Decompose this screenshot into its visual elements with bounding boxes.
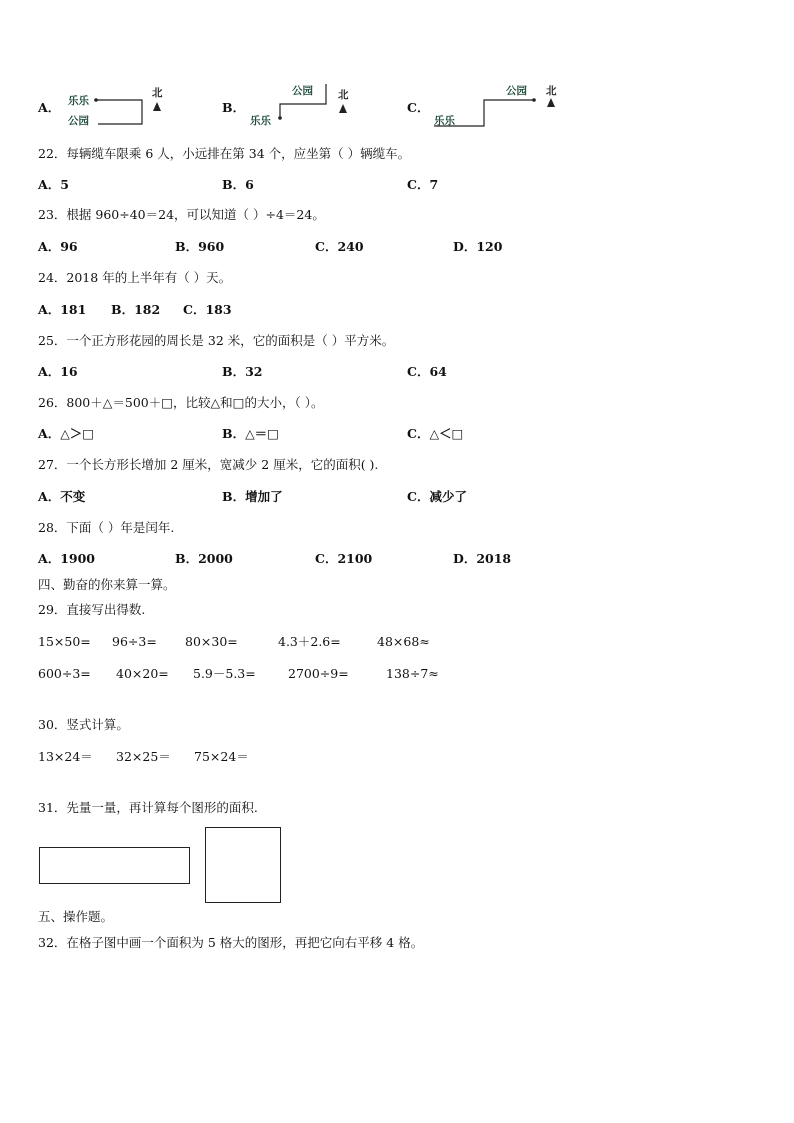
q29-item: 5.9－5.3= <box>193 666 256 681</box>
q29-item: 96÷3= <box>112 634 157 649</box>
q23-option-d[interactable]: D．120 <box>453 239 503 254</box>
q28-option-b[interactable]: B．2000 <box>175 551 233 566</box>
q21-a-home-label: 乐乐 <box>68 95 89 107</box>
q29-item: 2700÷9= <box>288 666 349 681</box>
q27-option-c[interactable]: C．减少了 <box>407 489 467 504</box>
q29-item: 40×20= <box>116 666 169 681</box>
q29-item: 15×50= <box>38 634 91 649</box>
q29-item: 80×30= <box>185 634 238 649</box>
section-5-heading: 五、操作题。 <box>38 909 114 924</box>
q21-b-north-label: 北 <box>338 89 349 101</box>
north-arrow-icon <box>547 98 555 107</box>
q29-stem: 29．直接写出得数. <box>38 602 146 617</box>
q21-option-b-diagram[interactable] <box>246 80 366 135</box>
q21-option-b-label: B． <box>222 100 246 115</box>
q23-stem: 23．根据 960÷40＝24，可以知道（ ）÷4＝24。 <box>38 207 325 222</box>
q27-option-a[interactable]: A．不变 <box>38 489 86 504</box>
q21-c-park-label: 公园 <box>506 85 527 97</box>
q24-stem: 24．2018 年的上半年有（ ）天。 <box>38 270 232 285</box>
q27-option-b[interactable]: B．增加了 <box>222 489 283 504</box>
q30-stem: 30．竖式计算。 <box>38 717 129 732</box>
square-figure <box>205 827 281 903</box>
q25-option-b[interactable]: B．32 <box>222 364 263 379</box>
q29-item: 600÷3= <box>38 666 91 681</box>
q25-stem: 25．一个正方形花园的周长是 32 米，它的面积是（ ）平方米。 <box>38 333 395 348</box>
q23-option-b[interactable]: B．960 <box>175 239 225 254</box>
q27-stem: 27．一个长方形长增加 2 厘米，宽减少 2 厘米，它的面积( ). <box>38 457 379 472</box>
q21-option-a-label: A． <box>38 100 61 115</box>
q21-option-c-label: C． <box>407 100 430 115</box>
q30-item: 75×24＝ <box>194 749 249 764</box>
q31-stem: 31．先量一量，再计算每个图形的面积. <box>38 800 258 815</box>
q28-option-a[interactable]: A．1900 <box>38 551 95 566</box>
q29-item: 48×68≈ <box>377 634 430 649</box>
q28-option-d[interactable]: D．2018 <box>453 551 512 566</box>
q22-option-b[interactable]: B．6 <box>222 177 254 192</box>
north-arrow-icon <box>153 102 161 111</box>
rectangle-figure <box>39 847 190 884</box>
q21-a-park-label: 公园 <box>68 115 89 127</box>
q24-option-c[interactable]: C．183 <box>183 302 232 317</box>
q26-option-c[interactable]: C．△＜□ <box>407 426 464 441</box>
q28-stem: 28．下面（ ）年是闰年. <box>38 520 175 535</box>
q21-option-c-diagram[interactable] <box>430 78 570 133</box>
north-arrow-icon <box>339 104 347 113</box>
q22-option-c[interactable]: C．7 <box>407 177 439 192</box>
q32-stem: 32．在格子图中画一个面积为 5 格大的图形，再把它向右平移 4 格。 <box>38 935 424 950</box>
q23-option-c[interactable]: C．240 <box>315 239 364 254</box>
q21-b-park-label: 公园 <box>292 85 313 97</box>
q25-option-c[interactable]: C．64 <box>407 364 447 379</box>
q21-a-north-label: 北 <box>152 87 163 99</box>
q29-item: 4.3＋2.6= <box>278 634 341 649</box>
q21-option-a-diagram[interactable] <box>62 84 182 135</box>
q26-stem: 26．800＋△＝500＋□，比较△和□的大小，（ ）。 <box>38 395 324 410</box>
q22-option-a[interactable]: A．5 <box>38 177 69 192</box>
q26-option-b[interactable]: B．△＝□ <box>222 426 279 441</box>
q23-option-a[interactable]: A．96 <box>38 239 78 254</box>
q22-stem: 22．每辆缆车限乘 6 人，小远排在第 34 个，应坐第（ ）辆缆车。 <box>38 146 411 161</box>
q30-item: 13×24＝ <box>38 749 93 764</box>
q29-item: 138÷7≈ <box>386 666 439 681</box>
q21-c-north-label: 北 <box>546 85 557 97</box>
q30-item: 32×25＝ <box>116 749 171 764</box>
q24-option-b[interactable]: B．182 <box>111 302 161 317</box>
q21-c-home-label: 乐乐 <box>434 115 455 127</box>
q24-option-a[interactable]: A．181 <box>38 302 87 317</box>
q21-b-home-label: 乐乐 <box>250 115 271 127</box>
q25-option-a[interactable]: A．16 <box>38 364 78 379</box>
section-4-heading: 四、勤奋的你来算一算。 <box>38 577 176 592</box>
q28-option-c[interactable]: C．2100 <box>315 551 373 566</box>
q26-option-a[interactable]: A．△＞□ <box>38 426 95 441</box>
